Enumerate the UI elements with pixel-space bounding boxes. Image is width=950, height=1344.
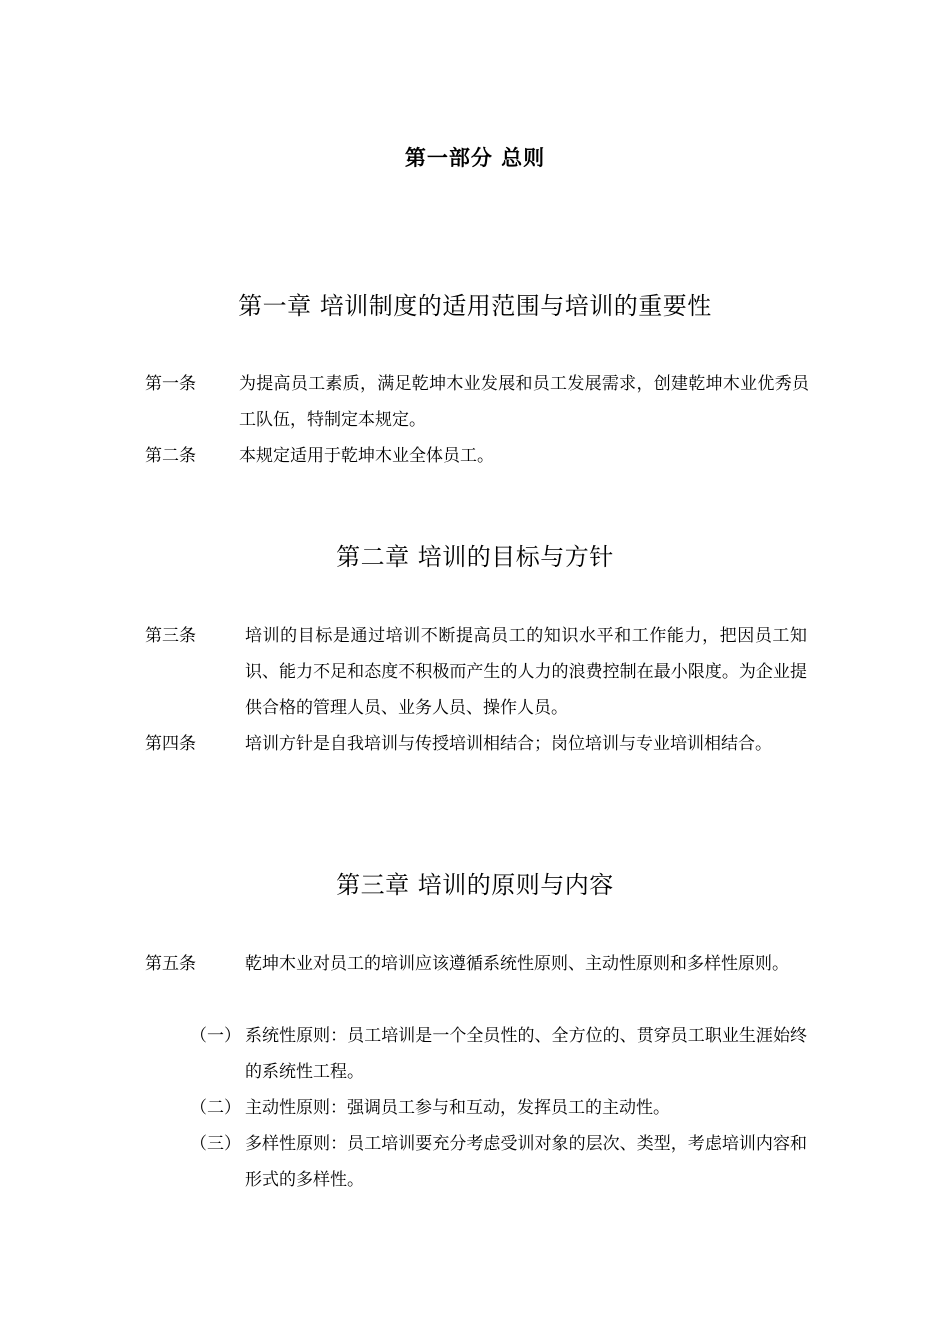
- article-text: 为提高员工素质，满足乾坤木业发展和员工发展需求，创建乾坤木业优秀员工队伍，特制定本规定。: [239, 374, 809, 430]
- article-label: 第三条: [145, 626, 196, 646]
- part-title: 第一部分 总则: [404, 145, 546, 170]
- article-text: 培训的目标是通过培训不断提高员工的知识水平和工作能力，把因员工知识、能力不足和态度不积极而产生的人力的浪费控制在最小限度。为企业提供合格的管理人员、业务人员、操作人员。: [245, 626, 807, 718]
- chapter-title-1: 第一章 培训制度的适用范围与培训的重要性: [238, 292, 712, 320]
- article-text: 乾坤木业对员工的培训应该遵循系统性原则、主动性原则和多样性原则。: [245, 954, 789, 974]
- chapter-title-3: 第三章 培训的原则与内容: [336, 871, 614, 899]
- article-label: 第四条: [145, 734, 196, 754]
- sub-item-label-1: （一）: [190, 1026, 241, 1046]
- chapter-title-2: 第二章 培训的目标与方针: [336, 543, 614, 571]
- sub-item-label-3: （三）: [190, 1134, 241, 1154]
- article-label: 第五条: [145, 954, 196, 974]
- sub-item-label-2: （二）: [190, 1098, 241, 1118]
- article-text: 培训方针是自我培训与传授培训相结合；岗位培训与专业培训相结合。: [245, 734, 772, 754]
- sub-item-text-1: 系统性原则：员工培训是一个全员性的、全方位的、贯穿员工职业生涯始终的系统性工程。: [245, 1026, 807, 1082]
- article-label: 第二条: [145, 446, 196, 466]
- sub-item-text-2: 主动性原则：强调员工参与和互动，发挥员工的主动性。: [245, 1098, 670, 1118]
- article-label: 第一条: [145, 374, 196, 394]
- article-text: 本规定适用于乾坤木业全体员工。: [239, 446, 494, 466]
- sub-item-text-3: 多样性原则：员工培训要充分考虑受训对象的层次、类型，考虑培训内容和形式的多样性。: [245, 1134, 807, 1190]
